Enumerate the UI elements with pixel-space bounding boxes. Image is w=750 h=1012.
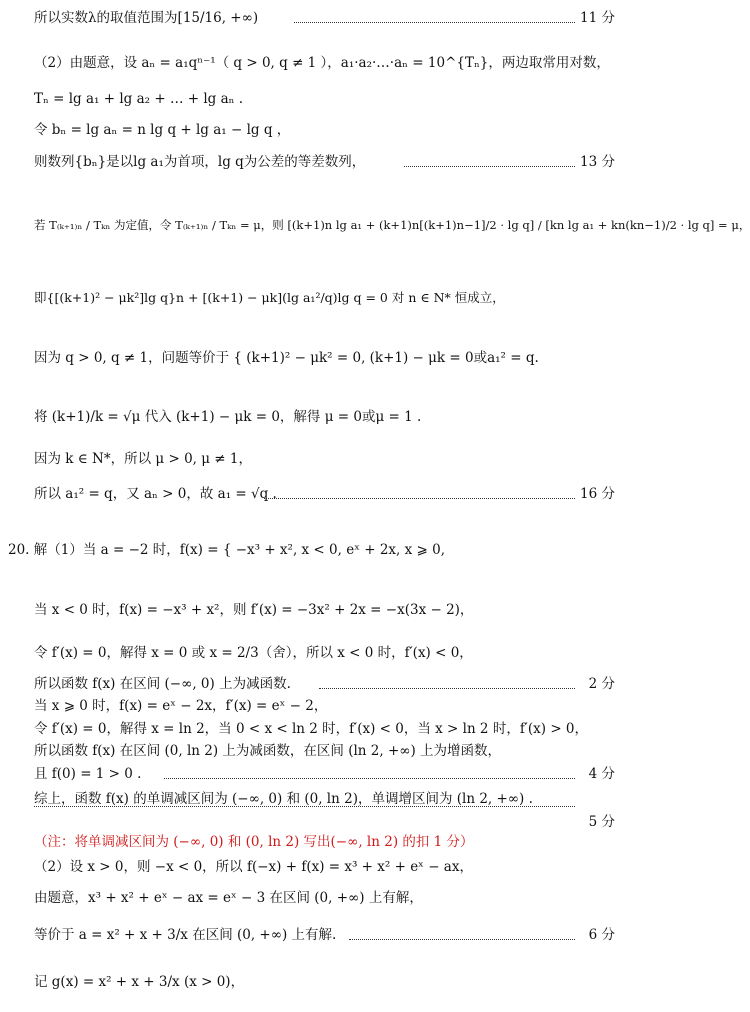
score-mark: 4 分: [588, 766, 615, 782]
line-text: 令 f′(x) = 0，解得 x = ln 2，当 0 < x < ln 2 时，f′(x) < 0，当 x > ln 2 时，f′(x) > 0，: [34, 721, 589, 737]
leader-dots: [164, 778, 575, 779]
leader-dots: [294, 22, 575, 23]
line-text: 所以 a₁² = q，又 aₙ > 0，故 a₁ = √q .: [34, 486, 277, 502]
line-23: [34, 857, 615, 877]
line-text: 20. 解（1）当 a = −2 时，f(x) = { −x³ + x², x < 0, eˣ + 2x, x ⩾ 0,: [8, 542, 445, 558]
leader-dots: [404, 166, 575, 167]
line-4: [34, 120, 615, 140]
line-8: [34, 348, 615, 368]
line-text: 等价于 a = x² + x + 3/x 在区间 (0, +∞) 上有解.: [34, 927, 337, 943]
line-text: 将 (k+1)/k = √μ 代入 (k+1) − μk = 0，解得 μ = 0或μ = 1 .: [34, 409, 422, 425]
line-text: 因为 q > 0, q ≠ 1，问题等价于 { (k+1)² − μk² = 0, (k+1) − μk = 0或a₁² = q.: [34, 350, 539, 366]
leader-dots: [349, 939, 575, 940]
line-7: [34, 288, 615, 308]
line-text: 所以函数 f(x) 在区间 (0, ln 2) 上为减函数，在区间 (ln 2, +∞) 上为增函数，: [34, 743, 502, 759]
line-19: [34, 764, 615, 784]
line-14: [34, 643, 615, 663]
line-text: 当 x < 0 时，f(x) = −x³ + x²，则 f′(x) = −3x² + 2x = −x(3x − 2)，: [34, 602, 474, 618]
line-6: [34, 215, 750, 235]
line-3: [34, 89, 615, 109]
line-text: 因为 k ∈ N*，所以 μ > 0, μ ≠ 1，: [34, 451, 252, 467]
line-text: 即{[(k+1)² − μk²]lg q}n + [(k+1) − μk](lg a₁²/q)lg q = 0 对 n ∈ N* 恒成立，: [34, 290, 505, 305]
line-text: 所以函数 f(x) 在区间 (−∞, 0) 上为减函数.: [34, 676, 291, 692]
line-text: 令 f′(x) = 0，解得 x = 0 或 x = 2/3（舍），所以 x < 0 时，f′(x) < 0，: [34, 645, 473, 661]
line-text: 且 f(0) = 1 > 0 .: [34, 766, 142, 782]
line-22-note: [34, 832, 615, 852]
line-12: [8, 540, 615, 560]
line-26: [34, 972, 615, 992]
leader-dots: [34, 806, 575, 807]
score-mark: 6 分: [588, 927, 615, 943]
note-text: （注：将单调减区间为 (−∞, 0) 和 (0, ln 2) 写出(−∞, ln 2) 的扣 1 分）: [34, 834, 474, 850]
leader-dots: [264, 498, 575, 499]
score-mark: 16 分: [580, 486, 615, 502]
line-25: [34, 925, 615, 945]
line-text: 令 bₙ = lg aₙ = n lg q + lg a₁ − lg q ，: [34, 122, 291, 138]
score-mark: 5 分: [588, 814, 615, 830]
line-11: [34, 484, 615, 504]
line-10: [34, 449, 615, 469]
score-mark: 13 分: [580, 154, 615, 170]
line-text: Tₙ = lg a₁ + lg a₂ + … + lg aₙ .: [34, 91, 244, 107]
score-mark: 2 分: [588, 676, 615, 692]
line-15: [34, 674, 615, 694]
line-13: [34, 600, 615, 620]
line-17: [34, 719, 615, 739]
line-16: [34, 696, 615, 716]
line-text: 若 T₍ₖ₊₁₎ₙ / Tₖₙ 为定值，令 T₍ₖ₊₁₎ₙ / Tₖₙ = μ，则 [(k+1)n lg a₁ + (k+1)n[(k+1)n−1]/2 · lg q] / [kn lg a₁ + kn(kn−1)/2 · lg q] = μ，: [34, 218, 750, 232]
line-9: [34, 407, 615, 427]
line-text: 综上，函数 f(x) 的单调减区间为 (−∞, 0) 和 (0, ln 2)，单调增区间为 (ln 2, +∞) .: [34, 791, 533, 807]
line-text: （2）由题意，设 aₙ = a₁qⁿ⁻¹（ q > 0, q ≠ 1 ），a₁·a₂·…·aₙ = 10^{Tₙ}，两边取常用对数，: [34, 55, 610, 71]
line-2: [34, 53, 615, 73]
line-24: [34, 888, 615, 908]
line-18: [34, 741, 615, 761]
line-text: 当 x ⩾ 0 时，f(x) = eˣ − 2x，f′(x) = eˣ − 2，: [34, 698, 328, 714]
line-text: 记 g(x) = x² + x + 3/x (x > 0)，: [34, 974, 245, 990]
line-5: [34, 152, 615, 172]
leader-dots: [319, 688, 575, 689]
score-mark: 11 分: [580, 10, 615, 26]
line-text: （2）设 x > 0，则 −x < 0，所以 f(−x) + f(x) = x³ + x² + eˣ − ax，: [34, 859, 473, 875]
line-text: 所以实数λ的取值范围为[15/16, +∞): [34, 10, 259, 26]
line-text: 由题意，x³ + x² + eˣ − ax = eˣ − 3 在区间 (0, +∞) 上有解，: [34, 890, 423, 906]
line-1: [34, 8, 615, 28]
line-text: 则数列{bₙ}是以lg a₁为首项，lg q为公差的等差数列，: [34, 154, 366, 170]
